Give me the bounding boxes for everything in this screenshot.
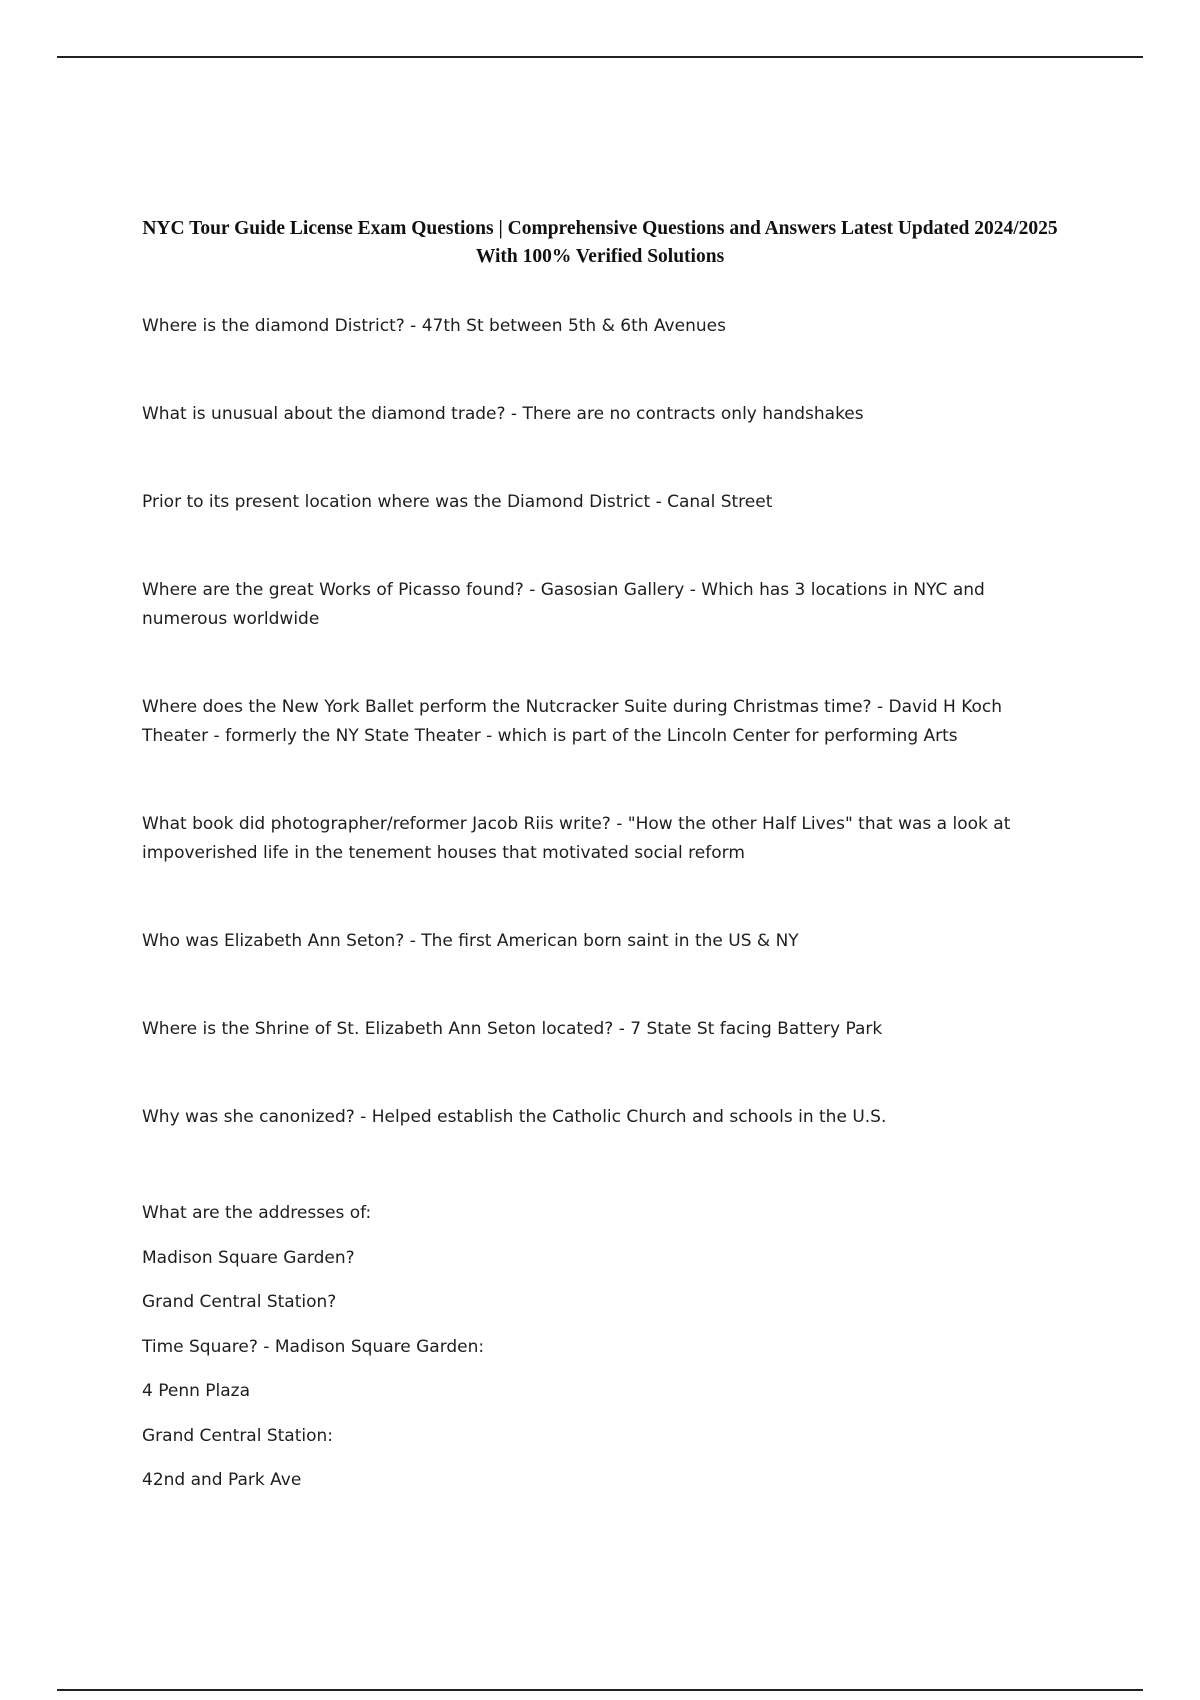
addresses-line: 42nd and Park Ave [142,1470,302,1490]
addresses-line: Grand Central Station: [142,1425,334,1446]
document-body [142,312,1072,1503]
top-divider [57,56,1143,58]
qa-item: What book did photographer/reformer Jacob Riis write? - "How the other Half Lives" that was a look at impoverished life in the tenement houses that motivated social reform [142,814,1011,863]
addresses-line: 4 Penn Plaza [142,1381,251,1401]
addresses-line: Madison Square Garden? [142,1247,355,1268]
qa-item: Where does the New York Ballet perform the Nutcracker Suite during Christmas time? - David H Koch Theater - formerly the NY State Theater - which is part of the Lincoln Center for performing Arts [142,697,1003,746]
qa-item: Who was Elizabeth Ann Seton? - The first American born saint in the US & NY [142,931,799,951]
addresses-line: Grand Central Station? [142,1292,337,1312]
addresses-line: Time Square? - Madison Square Garden: [142,1336,485,1357]
document-title: NYC Tour Guide License Exam Questions | Comprehensive Questions and Answers Latest Updated 2024/2025 With 100% Verified Solutions [142,218,1058,267]
addresses-line: What are the addresses of: [142,1203,372,1223]
qa-item: Where is the diamond District? - 47th St between 5th & 6th Avenues [142,316,726,336]
qa-item: What is unusual about the diamond trade? - There are no contracts only handshakes [142,404,864,424]
addresses-block [142,1191,1072,1503]
qa-item: Why was she canonized? - Helped establish the Catholic Church and schools in the U.S. [142,1107,887,1127]
bottom-divider [57,1689,1143,1691]
qa-item: Where is the Shrine of St. Elizabeth Ann Seton located? - 7 State St facing Battery Park [142,1019,883,1039]
qa-item: Prior to its present location where was the Diamond District - Canal Street [142,492,773,512]
qa-item: Where are the great Works of Picasso found? - Gasosian Gallery - Which has 3 locations in NYC and numerous worldwide [142,580,985,629]
